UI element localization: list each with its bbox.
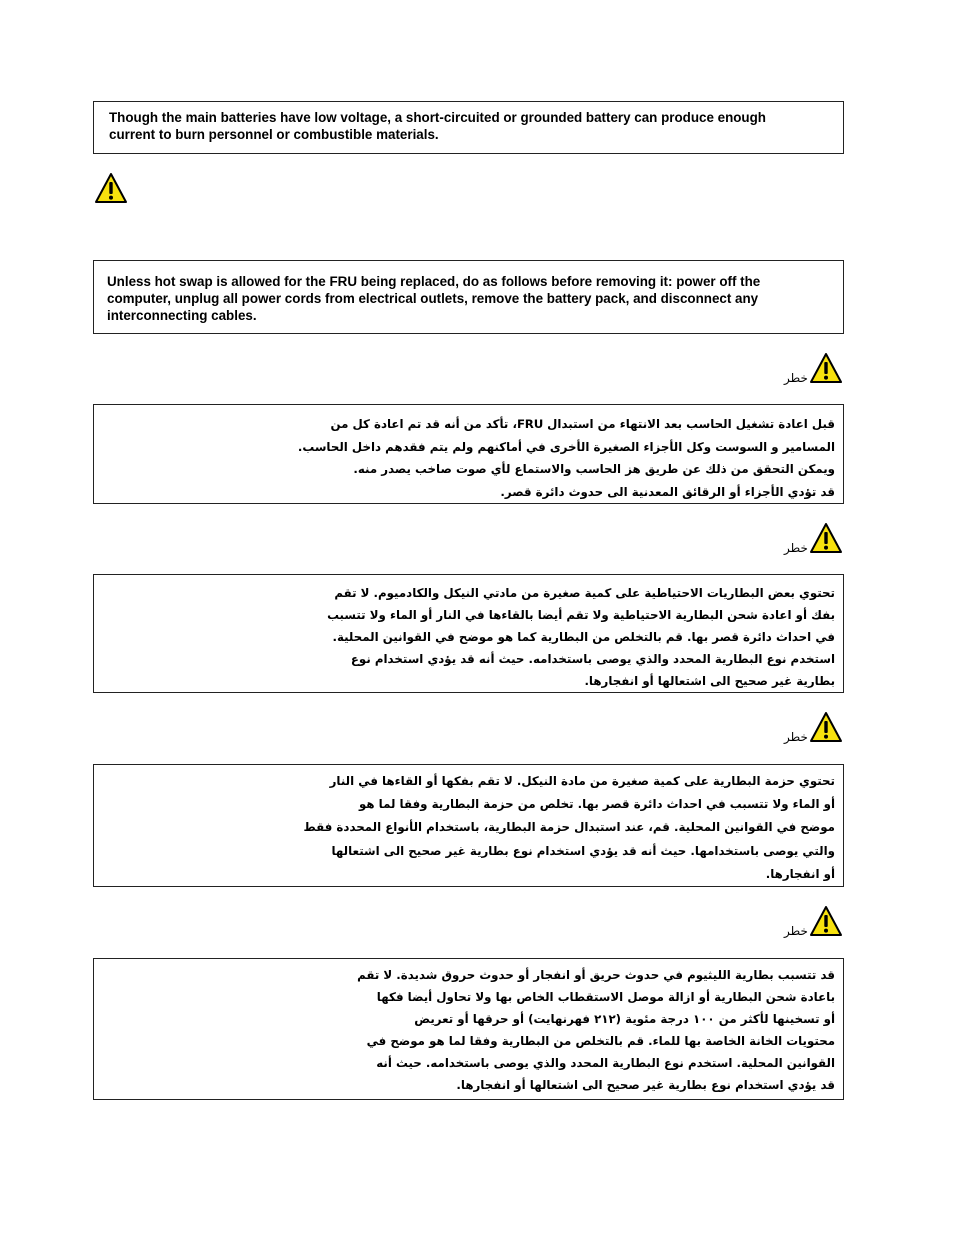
- text-line: أو تسخينها لأكثر من ١٠٠ درجة مئوية (٢١٢ فهرنهايت) أو حرقها أو تعريض: [414, 1012, 835, 1026]
- english-notice-text-2: [107, 273, 760, 324]
- text-line: موضح في القوانين المحلية. قم، عند استبدال حزمة البطارية، باستخدام الأنواع المحددة فقط: [303, 820, 835, 835]
- text-line: محتويات الخانة الخاصة بها للماء. قم بالتخلص من البطارية وفقا لما هو موضح في: [366, 1034, 835, 1048]
- text-line: والتي يوصى باستخدامها. حيث أنه قد يؤدي استخدام نوع بطارية غير صحيح الى اشتعالها: [331, 843, 835, 858]
- text-line: قد يؤدي استخدام نوع بطارية غير صحيح الى اشتعالها أو انفجارها.: [456, 1078, 835, 1092]
- text-line: Unless hot swap is allowed for the FRU being replaced, do as follows before removing it: power off the: [107, 274, 761, 289]
- text-line: Though the main batteries have low voltage, a short-circuited or grounded battery can produce enough: [109, 110, 766, 125]
- danger-label: خطر: [784, 730, 808, 744]
- text-line: في احداث دائرة قصر بها. قم بالتخلص من البطارية كما هو موضح في القوانين المحلية.: [332, 630, 835, 644]
- text-line: أو الماء ولا تتسبب في احداث دائرة قصر بها. تخلص من حزمة البطارية وفقا لما هو: [358, 797, 835, 812]
- arabic-notice-box-4: [93, 958, 844, 1100]
- english-notice-box-2: [93, 260, 844, 334]
- text-line: قبل اعادة تشغيل الحاسب بعد الانتهاء من استبدال FRU، تأكد من أنه قد تم اعادة كل من: [330, 417, 835, 431]
- warning-triangle-icon: [809, 905, 843, 937]
- arabic-notice-text-1: [298, 413, 835, 503]
- text-line: أو انفجارها.: [765, 866, 835, 881]
- danger-label: خطر: [784, 924, 808, 938]
- arabic-notice-box-1: [93, 404, 844, 504]
- text-line: بفك أو اعادة شحن البطارية الاحتياطية ولا تقم أيضا بالقاءها في النار أو الماء ولا تتسبب: [327, 608, 835, 622]
- warning-triangle-icon: [809, 352, 843, 384]
- text-line: قد تتسبب بطارية الليثيوم في حدوث حريق أو انفجار أو حدوث حروق شديدة. لا تقم: [357, 968, 835, 982]
- english-notice-text-1: [109, 109, 766, 143]
- text-line: ويمكن التحقق من ذلك عن طريق هز الحاسب والاستماع لأي صوت صاخب يصدر منه.: [353, 462, 835, 476]
- text-line: باعادة شحن البطارية أو ازالة موصل الاستقطاب الخاص بها ولا تحاول أيضا فكها: [376, 990, 835, 1004]
- arabic-notice-text-4: [357, 964, 835, 1096]
- arabic-notice-box-3: [93, 764, 844, 887]
- text-line: بطارية غير صحيح الى اشتعالها أو انفجارها.: [584, 674, 835, 688]
- text-line: تحتوي حزمة البطارية على كمية صغيرة من مادة النيكل. لا تقم بفكها أو القاءها في النار: [329, 774, 835, 788]
- english-notice-box-1: [93, 101, 844, 154]
- warning-triangle-icon: [809, 711, 843, 743]
- danger-label: خطر: [784, 541, 808, 555]
- text-line: القوانين المحلية. استخدم نوع البطارية المحدد والذي يوصى باستخدامه. حيث أنه: [376, 1056, 835, 1070]
- arabic-notice-text-3: [303, 770, 835, 886]
- danger-label: خطر: [784, 371, 808, 385]
- warning-triangle-icon: [94, 172, 128, 204]
- text-line: interconnecting cables.: [107, 308, 257, 323]
- text-line: current to burn personnel or combustible materials.: [109, 127, 439, 142]
- text-line: استخدم نوع البطارية المحدد والذي يوصى باستخدامه. حيث أنه قد يؤدي استخدام نوع: [350, 652, 835, 666]
- text-line: تحتوي بعض البطاريات الاحتياطية على كمية صغيرة من مادتي النيكل والكادميوم. لا تقم: [334, 586, 835, 600]
- warning-triangle-icon: [809, 522, 843, 554]
- arabic-notice-box-2: [93, 574, 844, 693]
- text-line: المسامير و السوست وكل الأجزاء الصغيرة الأخرى في أماكنهم ولم يتم فقدهم داخل الحاسب.: [297, 439, 835, 454]
- arabic-notice-text-2: [327, 582, 835, 692]
- text-line: computer, unplug all power cords from electrical outlets, remove the battery pack, and disconnect any: [107, 291, 759, 306]
- text-line: قد تؤدي الأجزاء أو الرقائق المعدنية الى حدوث دائرة قصر.: [500, 484, 835, 499]
